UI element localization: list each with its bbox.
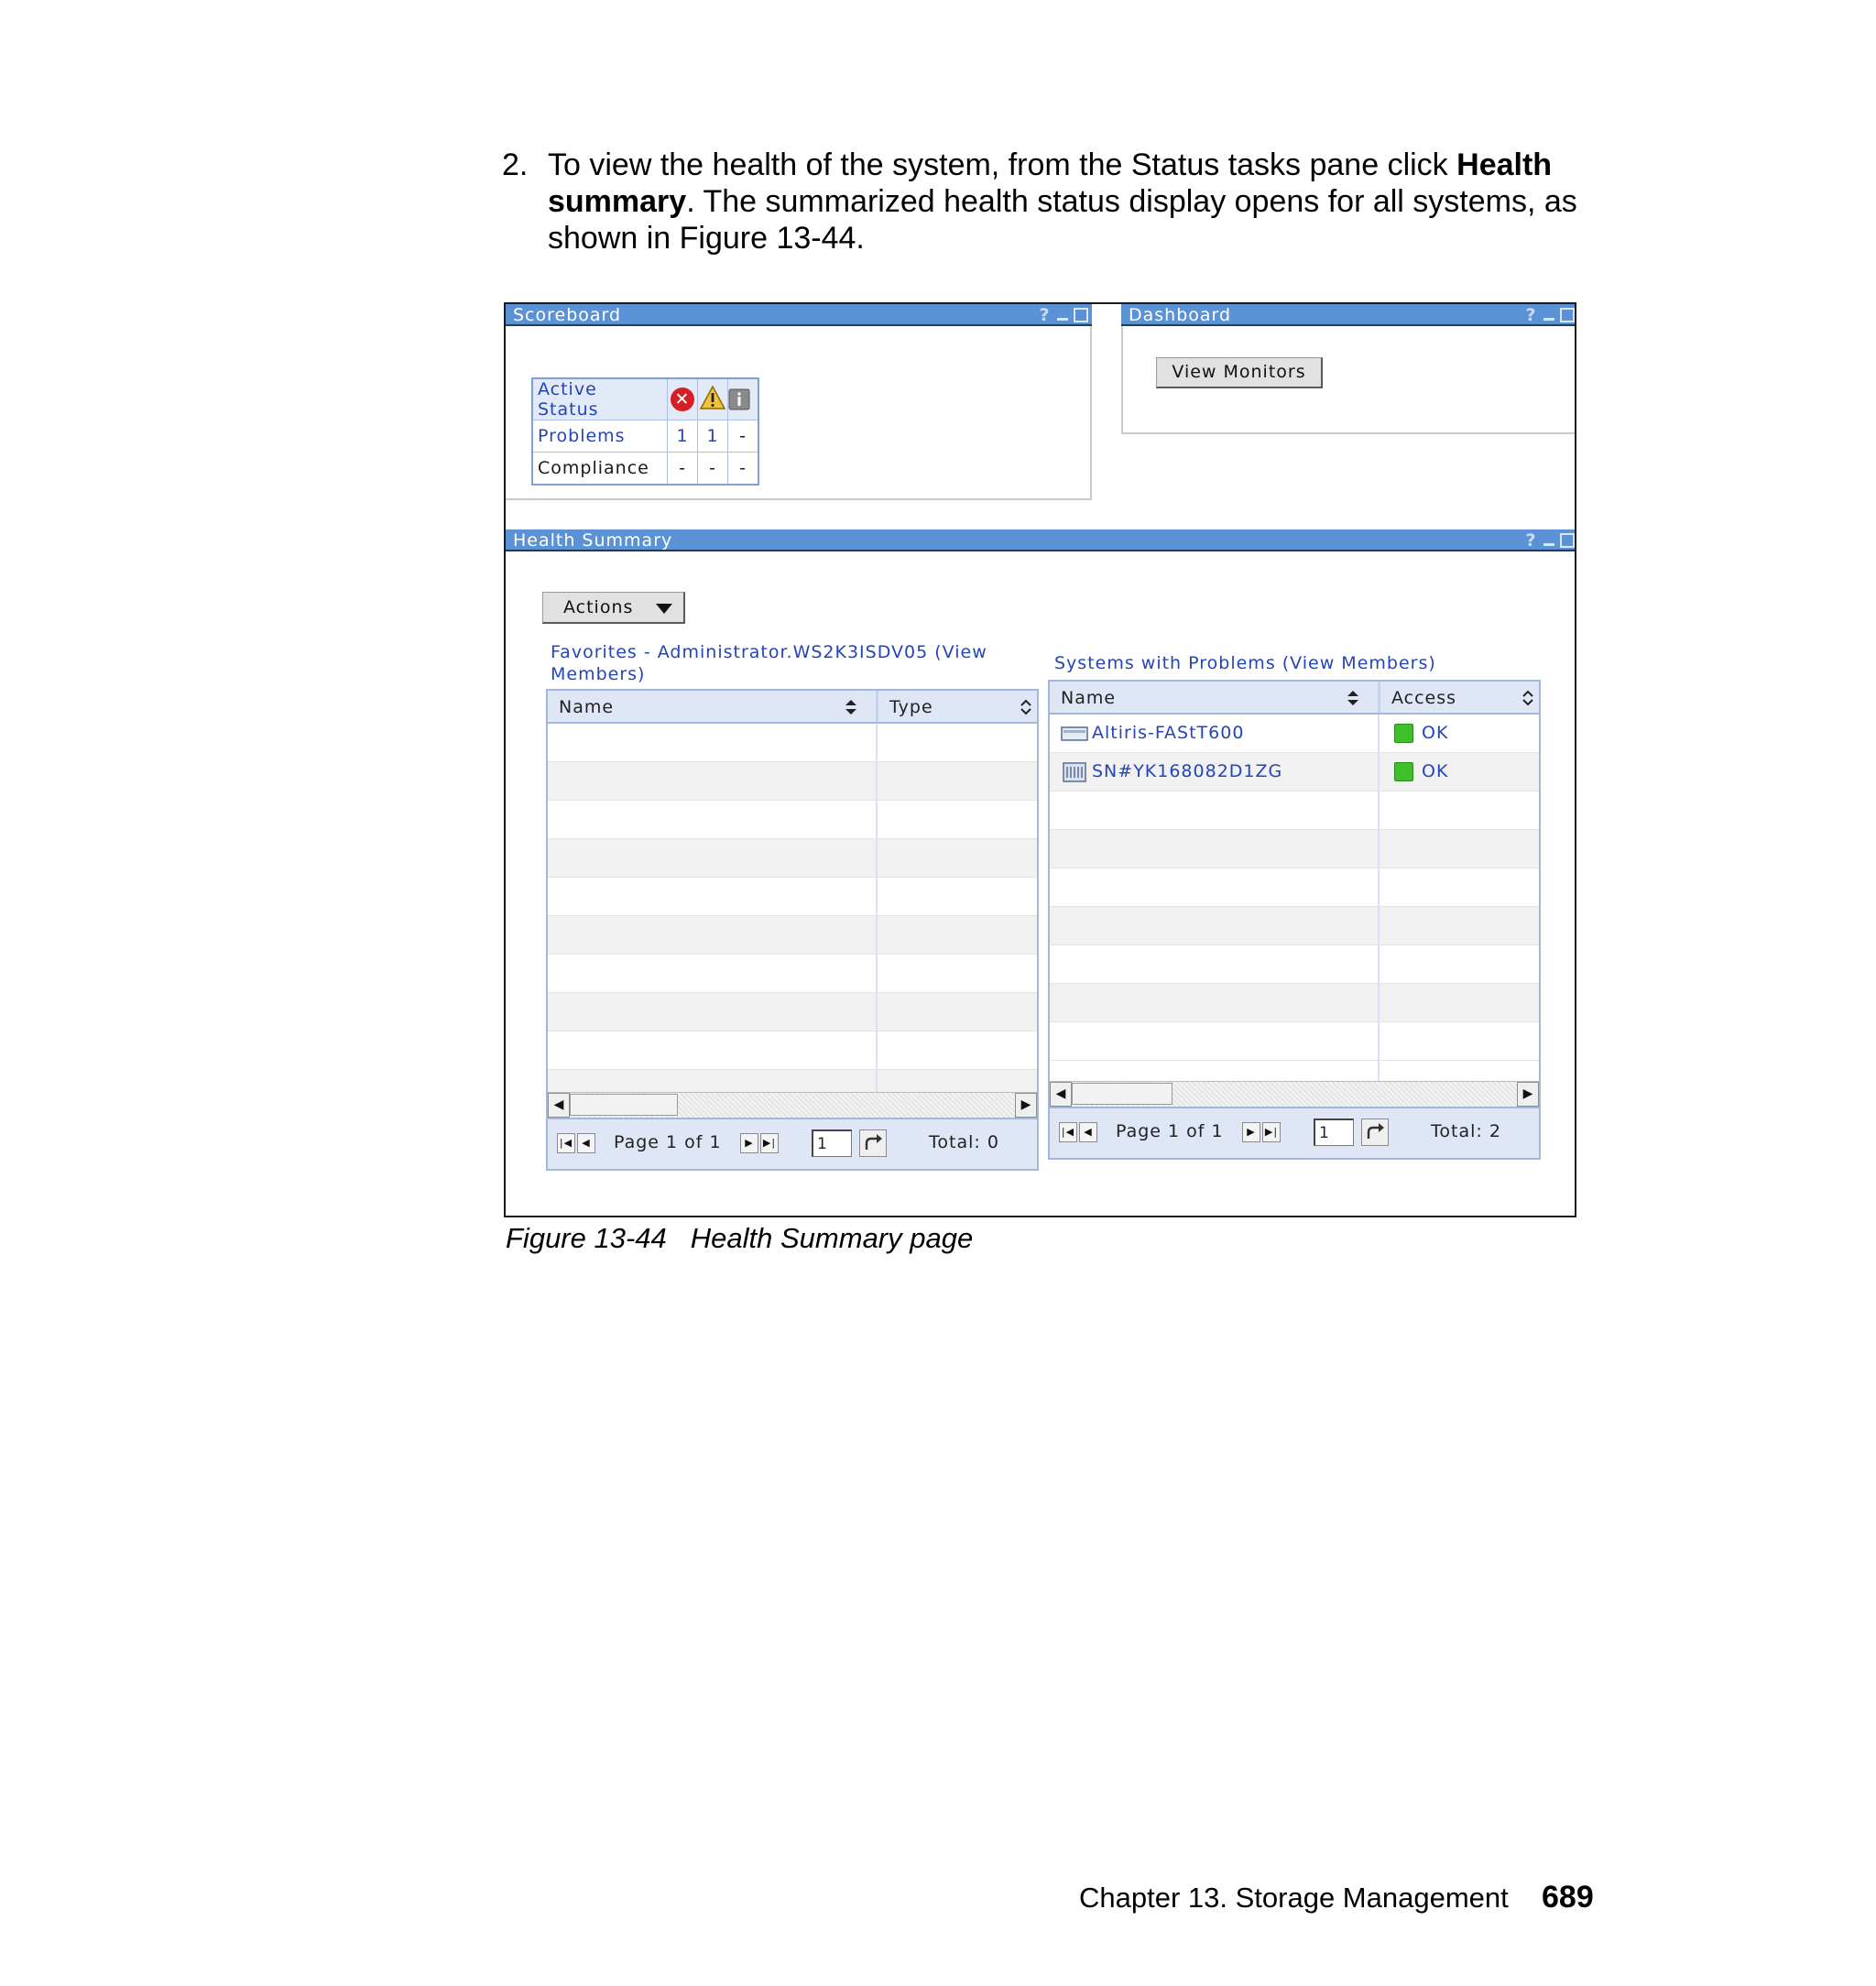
table-row bbox=[1050, 868, 1539, 907]
info-icon bbox=[728, 388, 758, 410]
compliance-label: Compliance bbox=[532, 453, 668, 486]
step-number: 2. bbox=[502, 147, 529, 182]
scoreboard-header-row bbox=[532, 378, 758, 420]
warning-column bbox=[698, 378, 728, 420]
step-bold: Health summary bbox=[548, 147, 1553, 219]
horizontal-scrollbar[interactable] bbox=[548, 1092, 1037, 1118]
footer-chapter: Chapter 13. Storage Management bbox=[1079, 1882, 1509, 1914]
compliance-warning-count: - bbox=[698, 453, 728, 486]
column-name-label: Name bbox=[559, 697, 615, 717]
page-number: 689 bbox=[1542, 1880, 1594, 1915]
favorites-grid-header bbox=[548, 691, 1037, 724]
table-row bbox=[548, 801, 1037, 839]
step-text bbox=[548, 147, 1610, 256]
access-status[interactable]: OK bbox=[1422, 761, 1449, 781]
scoreboard-row-compliance bbox=[532, 453, 758, 486]
next-page-icon[interactable]: ▶ bbox=[1242, 1122, 1260, 1142]
column-divider bbox=[1378, 715, 1380, 1107]
scoreboard-titlebar bbox=[506, 304, 1092, 326]
sort-icon[interactable] bbox=[845, 699, 857, 715]
dashboard-title: Dashboard bbox=[1129, 305, 1232, 325]
table-row bbox=[548, 993, 1037, 1031]
sort-icon[interactable] bbox=[1020, 699, 1032, 715]
health-summary-title: Health Summary bbox=[513, 530, 673, 551]
minimize-icon[interactable] bbox=[1543, 308, 1555, 322]
table-row bbox=[1050, 1022, 1539, 1061]
scroll-right-icon[interactable]: ▶ bbox=[1517, 1082, 1539, 1107]
scoreboard-table bbox=[531, 377, 759, 486]
total-count: Total: 0 bbox=[929, 1132, 999, 1152]
step-text-before: To view the health of the system, from the Status tasks pane click bbox=[548, 147, 1457, 182]
minimize-icon[interactable] bbox=[1056, 308, 1069, 322]
maximize-icon[interactable] bbox=[1560, 533, 1575, 548]
sort-icon[interactable] bbox=[1347, 690, 1359, 706]
first-page-icon[interactable]: |◀ bbox=[1059, 1122, 1077, 1142]
systems-with-problems-title-link[interactable]: Systems with Problems (View Members) bbox=[1054, 653, 1436, 673]
actions-dropdown-button[interactable] bbox=[542, 592, 685, 624]
last-page-icon[interactable]: ▶| bbox=[760, 1133, 779, 1153]
column-type-label: Type bbox=[889, 697, 933, 717]
scoreboard-row-problems bbox=[532, 420, 758, 453]
minimize-icon[interactable] bbox=[1543, 533, 1555, 548]
table-row bbox=[1050, 945, 1539, 984]
health-summary-titlebar bbox=[506, 529, 1576, 551]
favorites-grid bbox=[546, 689, 1039, 1119]
info-column bbox=[728, 378, 759, 420]
table-row[interactable] bbox=[1050, 715, 1539, 753]
help-icon[interactable]: ? bbox=[1039, 305, 1050, 325]
favorites-pager bbox=[546, 1119, 1039, 1171]
caption-label: Figure 13-44 bbox=[506, 1222, 667, 1254]
go-to-page-icon[interactable] bbox=[1361, 1118, 1389, 1146]
scroll-left-icon[interactable]: ◀ bbox=[548, 1093, 570, 1118]
systems-with-problems-grid bbox=[1048, 680, 1541, 1108]
compliance-critical-count: - bbox=[668, 453, 698, 486]
page-number-input[interactable]: 1 bbox=[1314, 1118, 1354, 1146]
column-name-label: Name bbox=[1061, 688, 1117, 708]
dashboard-panel bbox=[1121, 326, 1576, 434]
system-name-link[interactable]: SN#YK168082D1ZG bbox=[1092, 761, 1283, 781]
horizontal-scrollbar[interactable] bbox=[1050, 1081, 1539, 1107]
view-monitors-button[interactable]: View Monitors bbox=[1156, 357, 1323, 388]
help-icon[interactable]: ? bbox=[1525, 305, 1536, 325]
table-row bbox=[1050, 907, 1539, 945]
page-number-input[interactable]: 1 bbox=[812, 1129, 852, 1157]
table-row bbox=[548, 762, 1037, 801]
figure-caption bbox=[506, 1222, 997, 1255]
problems-link[interactable]: Problems bbox=[532, 420, 668, 453]
scoreboard-panel bbox=[506, 326, 1092, 500]
table-row bbox=[548, 955, 1037, 993]
favorites-column-name[interactable] bbox=[548, 691, 876, 722]
critical-error-icon: ✕ bbox=[671, 387, 694, 411]
server-icon bbox=[1063, 762, 1086, 782]
first-page-icon[interactable]: |◀ bbox=[557, 1133, 575, 1153]
table-row bbox=[548, 839, 1037, 878]
go-to-page-icon[interactable] bbox=[859, 1129, 887, 1157]
table-row bbox=[1050, 830, 1539, 868]
step-text-after: . The summarized health status display opens for all systems, as shown in Figure 13-44. bbox=[548, 184, 1577, 256]
ok-status-icon bbox=[1394, 724, 1413, 743]
problems-column-name[interactable] bbox=[1050, 682, 1378, 713]
problems-info-count: - bbox=[728, 420, 759, 453]
scroll-right-icon[interactable]: ▶ bbox=[1015, 1093, 1037, 1118]
sort-icon[interactable] bbox=[1522, 690, 1534, 706]
previous-page-icon[interactable]: ◀ bbox=[577, 1133, 595, 1153]
problems-pager bbox=[1048, 1108, 1541, 1160]
compliance-info-count: - bbox=[728, 453, 759, 486]
health-summary-screenshot bbox=[504, 302, 1576, 1217]
page-indicator: Page 1 of 1 bbox=[614, 1132, 722, 1152]
active-status-link[interactable]: Active Status bbox=[532, 378, 668, 420]
problems-critical-count[interactable]: 1 bbox=[668, 420, 698, 453]
table-row bbox=[548, 1031, 1037, 1070]
scroll-thumb[interactable] bbox=[570, 1094, 678, 1116]
column-divider bbox=[876, 724, 878, 1118]
scroll-thumb[interactable] bbox=[1072, 1083, 1172, 1105]
next-page-icon[interactable]: ▶ bbox=[740, 1133, 758, 1153]
scoreboard-title: Scoreboard bbox=[513, 305, 622, 325]
table-row bbox=[548, 724, 1037, 762]
access-status[interactable]: OK bbox=[1422, 723, 1449, 743]
maximize-icon[interactable] bbox=[1560, 308, 1575, 322]
table-row bbox=[548, 916, 1037, 955]
problems-warning-count[interactable]: 1 bbox=[698, 420, 728, 453]
problems-grid-header bbox=[1050, 682, 1539, 715]
caption-title: Health Summary page bbox=[690, 1222, 974, 1254]
table-row bbox=[548, 878, 1037, 916]
page-indicator: Page 1 of 1 bbox=[1116, 1121, 1224, 1141]
column-access-label: Access bbox=[1391, 688, 1457, 708]
table-row[interactable] bbox=[1050, 753, 1539, 791]
maximize-icon[interactable] bbox=[1074, 308, 1088, 322]
previous-page-icon[interactable]: ◀ bbox=[1079, 1122, 1097, 1142]
system-name-link[interactable]: Altiris-FAStT600 bbox=[1092, 723, 1245, 743]
storage-icon bbox=[1061, 726, 1088, 742]
table-row bbox=[1050, 984, 1539, 1022]
help-icon[interactable]: ? bbox=[1525, 530, 1536, 551]
actions-label: Actions bbox=[563, 597, 634, 617]
warning-icon bbox=[700, 386, 725, 409]
total-count: Total: 2 bbox=[1431, 1121, 1501, 1141]
critical-column bbox=[668, 378, 698, 420]
favorites-column-type[interactable] bbox=[878, 691, 1039, 722]
table-row bbox=[1050, 791, 1539, 830]
problems-column-access[interactable] bbox=[1380, 682, 1541, 713]
chevron-down-icon bbox=[656, 604, 672, 614]
favorites-title-link[interactable]: Favorites - Administrator.WS2K3ISDV05 (View Members) bbox=[551, 642, 987, 684]
dashboard-titlebar bbox=[1121, 304, 1576, 326]
ok-status-icon bbox=[1394, 762, 1413, 781]
last-page-icon[interactable]: ▶| bbox=[1262, 1122, 1281, 1142]
scroll-left-icon[interactable]: ◀ bbox=[1050, 1082, 1072, 1107]
